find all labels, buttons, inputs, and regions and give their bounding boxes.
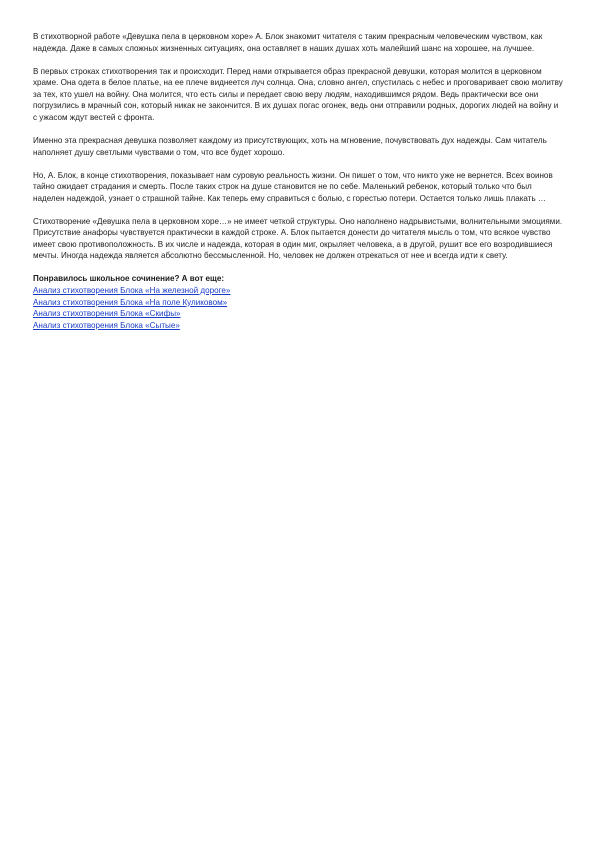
- link-analysis-skify[interactable]: Анализ стихотворения Блока «Скифы»: [33, 309, 181, 319]
- list-item: [33, 297, 563, 309]
- essay-paragraph-1: В стихотворной работе «Девушка пела в церковном хоре» А. Блок знакомит читателя с таким прекрасным человеческим чувством, как надежда. Даже в самых сложных жизненных ситуациях, она оставляет в наших душах хоть малейший шанс на хорошее, на лучшее.: [33, 32, 543, 53]
- link-analysis-sytye[interactable]: Анализ стихотворения Блока «Сытые»: [33, 320, 180, 330]
- essay-paragraph-5: Стихотворение «Девушка пела в церковном хоре…» не имеет четкой структуры. Оно наполнено надрывистыми, волнительными эмоциями. Присутствие анафоры чувствуется практически в каждой строке. А. Блок пытается донести до читателя мысль о том, что всякое чувство имеет свою противоположность. В их числе и надежда, которая в один миг, окрыляет человека, а в другой, рушит все его возродившиеся мечты. Иногда надежда является абсолютно бессмысленной. Но, человек не должен отрекаться от нее и всегда идти к свету.: [33, 216, 563, 261]
- link-analysis-na-zheleznoy-doroge[interactable]: Анализ стихотворения Блока «На железной дороге»: [33, 286, 231, 296]
- list-item: [33, 285, 563, 297]
- essay-paragraph-4: Но, А. Блок, в конце стихотворения, показывает нам суровую реальность жизни. Он пишет о том, что никто уже не вернется. Всех воинов тайно ожидает страдания и смерть. После таких строк на душе становится не по себе. Маленький ребенок, который только что был наделен надеждой, узнает о страшной тайне. Как теперь ему справиться с болью, с горестью потери. Остается только лишь плакать …: [33, 170, 553, 203]
- more-essays-section: [33, 273, 563, 331]
- list-item: [33, 308, 563, 320]
- more-essays-list: [33, 285, 563, 331]
- list-item: [33, 320, 563, 332]
- essay-page: [33, 31, 563, 331]
- essay-paragraph-3: Именно эта прекрасная девушка позволяет каждому из присутствующих, хоть на мгновение, почувствовать дух надежды. Сам читатель наполняет душу светлыми чувствами о том, что все будет хорошо.: [33, 135, 547, 157]
- link-analysis-na-pole-kulikovom[interactable]: Анализ стихотворения Блока «На поле Куликовом»: [33, 297, 228, 307]
- more-essays-heading: Понравилось школьное сочинение? А вот еще:: [33, 274, 225, 284]
- essay-paragraph-2: В первых строках стихотворения так и происходит. Перед нами открывается образ прекрасной девушки, которая молится в церковном храме. Она одета в белое платье, на ее плече виднеется луч солнца. Она, словно ангел, спустилась с небес и проговаривает свою молитву за тех, кто ушел на войну. Она молится, что есть силы и передает свою веру людям, находившимся рядом. Ведь практически все они погрузились в мрачный сон, который никак не закончится. В их душах погас огонек, ведь они отправили родных, дорогих людей на войну и с ужасом ждут вестей с фронта.: [33, 66, 563, 122]
